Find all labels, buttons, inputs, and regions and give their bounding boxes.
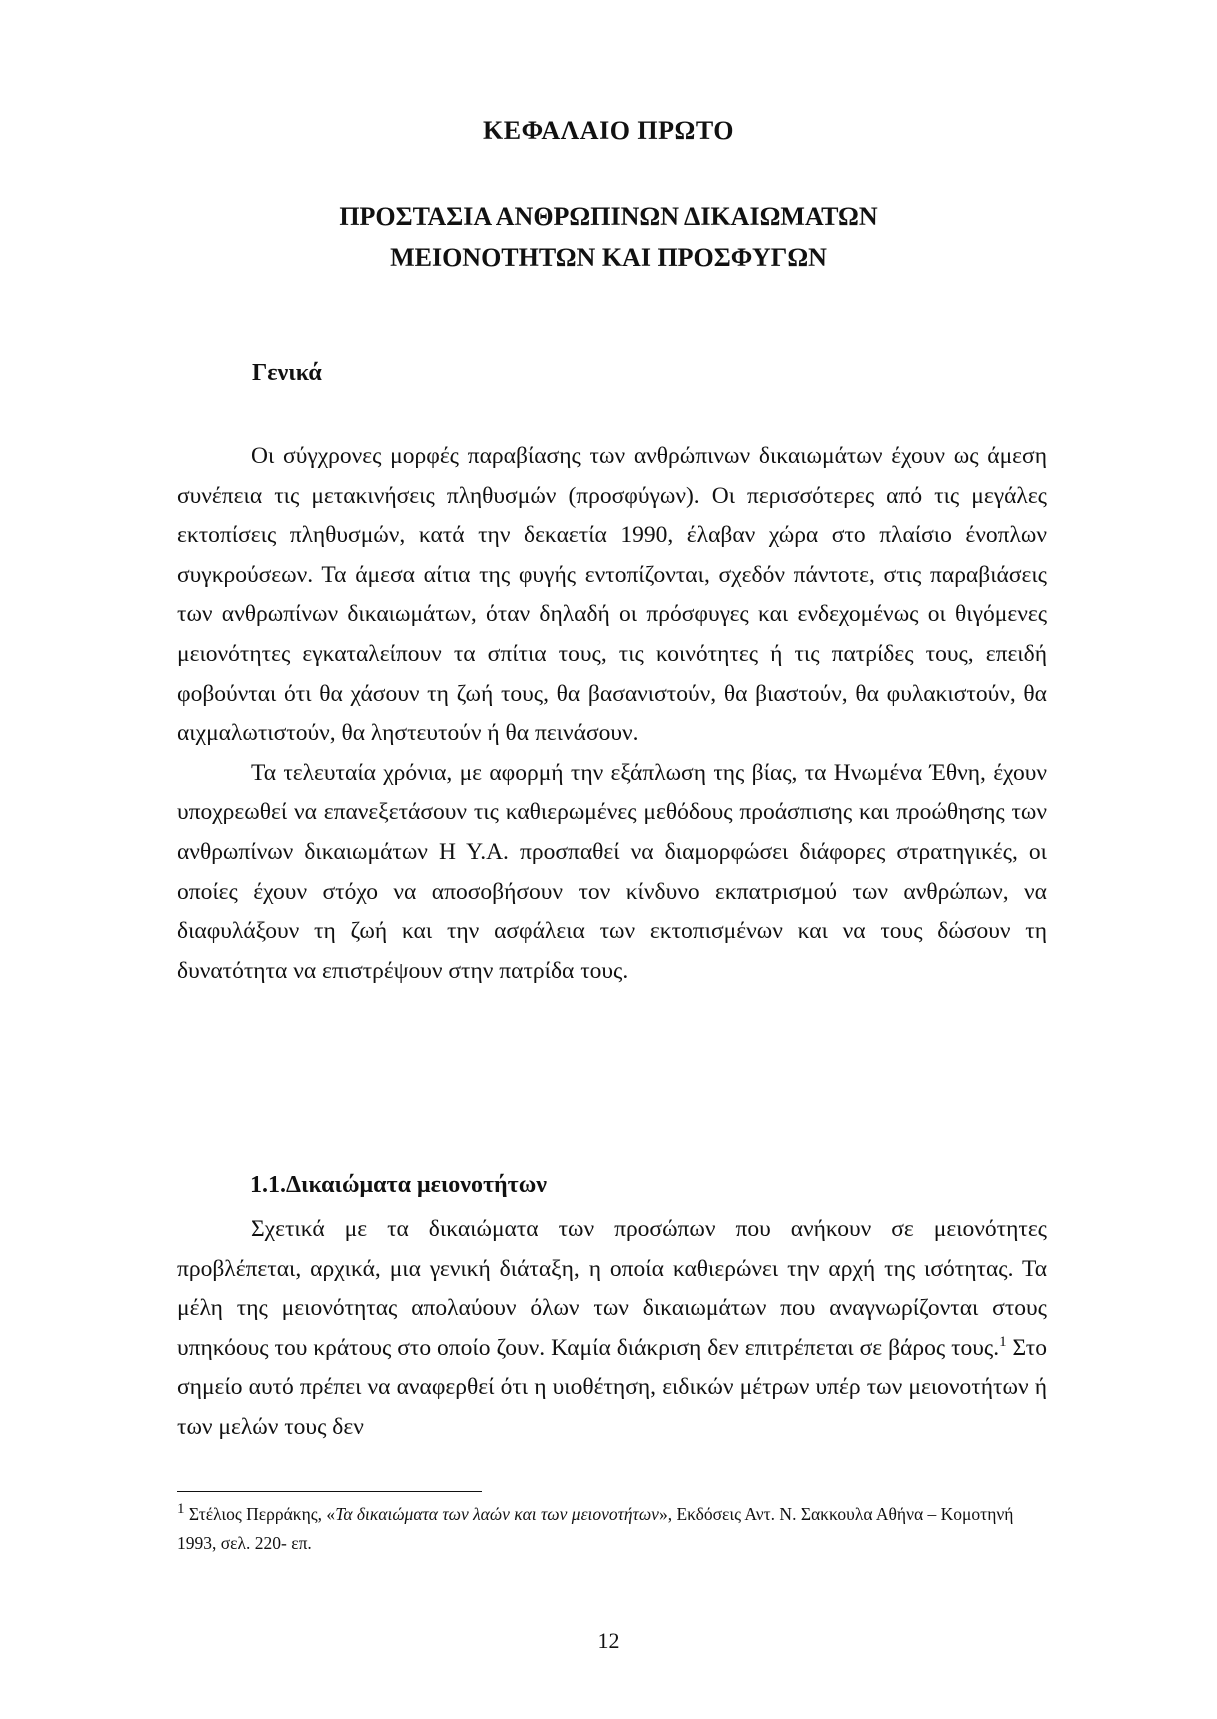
document-title xyxy=(0,196,1217,278)
footnote-reference: 1 xyxy=(999,1333,1007,1350)
footnote-number: 1 xyxy=(177,1501,185,1518)
paragraph: Τα τελευταία χρόνια, με αφορμή την εξάπλωση της βίας, τα Ηνωμένα Έθνη, έχουν υποχρεωθεί να επανεξετάσουν τις καθιερωμένες μεθόδους προάσπισης και προώθησης των ανθρωπίνων δικαιωμάτων Η Υ.Α. προσπαθεί να διαμορφώσει διάφορες στρατηγικές, οι οποίες έχουν στόχο να αποσοβήσουν τον κίνδυνο εκπατρισμού των ανθρώπων, να διαφυλάξουν τη ζωή και την ασφάλεια των εκτοπισμένων και να τους δώσουν τη δυνατότητα να επιστρέψουν στην πατρίδα τους. xyxy=(177,759,1047,984)
section-1-1-body xyxy=(177,1210,1047,1448)
chapter-title: ΚΕΦΑΛΑΙΟ ΠΡΩΤΟ xyxy=(483,116,734,145)
document-title-line-1: ΠΡΟΣΤΑΣΙΑ ΑΝΘΡΩΠΙΝΩΝ ΔΙΚΑΙΩΜΑΤΩΝ xyxy=(339,202,878,231)
section-heading-1-1: 1.1.Δικαιώματα μειονοτήτων xyxy=(250,1172,547,1198)
footnote-separator xyxy=(177,1491,482,1492)
paragraph-text: Σχετικά με τα δικαιώματα των προσώπων που ανήκουν σε μειονότητες προβλέπεται, αρχικά, μια γενική διάταξη, η οποία καθιερώνει την αρχή της ισότητας. Τα μέλη της μειονότητας απολαύουν όλων των δικαιωμάτων που αναγνωρίζονται στους υπηκόους του κράτους στο οποίο ζουν. Καμία διάκριση δεν επιτρέπεται σε βάρος τους. xyxy=(177,1216,1047,1361)
general-section-body xyxy=(177,437,1047,991)
section-heading-general: Γενικά xyxy=(252,360,322,386)
footnote-author: Στέλιος Περράκης, « xyxy=(184,1504,336,1524)
page-number: 12 xyxy=(597,1628,620,1653)
paragraph-text: Στο σημείο αυτό πρέπει να αναφερθεί ότι η υιοθέτηση, ειδικών μέτρων υπέρ των μειονοτήτων ή των μελών τους δεν xyxy=(177,1334,1048,1440)
paragraph xyxy=(177,1210,1047,1448)
paragraph: Οι σύγχρονες μορφές παραβίασης των ανθρώπινων δικαιωμάτων έχουν ως άμεση συνέπεια τις μετακινήσεις πληθυσμών (προσφύγων). Οι περισσότερες από τις μεγάλες εκτοπίσεις πληθυσμών, κατά την δεκαετία 1990, έλαβαν χώρα στο πλαίσιο ένοπλων συγκρούσεων. Τα άμεσα αίτια της φυγής εντοπίζονται, σχεδόν πάντοτε, στις παραβιάσεις των ανθρωπίνων δικαιωμάτων, όταν δηλαδή οι πρόσφυγες και ενδεχομένως οι θιγόμενες μειονότητες εγκαταλείπουν τα σπίτια τους, τις κοινότητες ή τις πατρίδες τους, επειδή φοβούνται ότι θα χάσουν τη ζωή τους, θα βασανιστούν, θα βιαστούν, θα φυλακιστούν, θα αιχμαλωτιστούν, θα ληστευτούν ή θα πεινάσουν. xyxy=(177,443,1047,747)
document-title-line-2: ΜΕΙΟΝΟΤΗΤΩΝ ΚΑΙ ΠΡΟΣΦΥΓΩΝ xyxy=(390,243,827,272)
footnote-book-title: Τα δικαιώματα των λαών και των μειονοτήτων xyxy=(335,1504,659,1524)
footnote xyxy=(177,1500,1047,1558)
footnote-publication: », Εκδόσεις Αντ. Ν. Σακκουλα Αθήνα – Κομοτηνή 1993, σελ. 220- επ. xyxy=(177,1504,1014,1553)
